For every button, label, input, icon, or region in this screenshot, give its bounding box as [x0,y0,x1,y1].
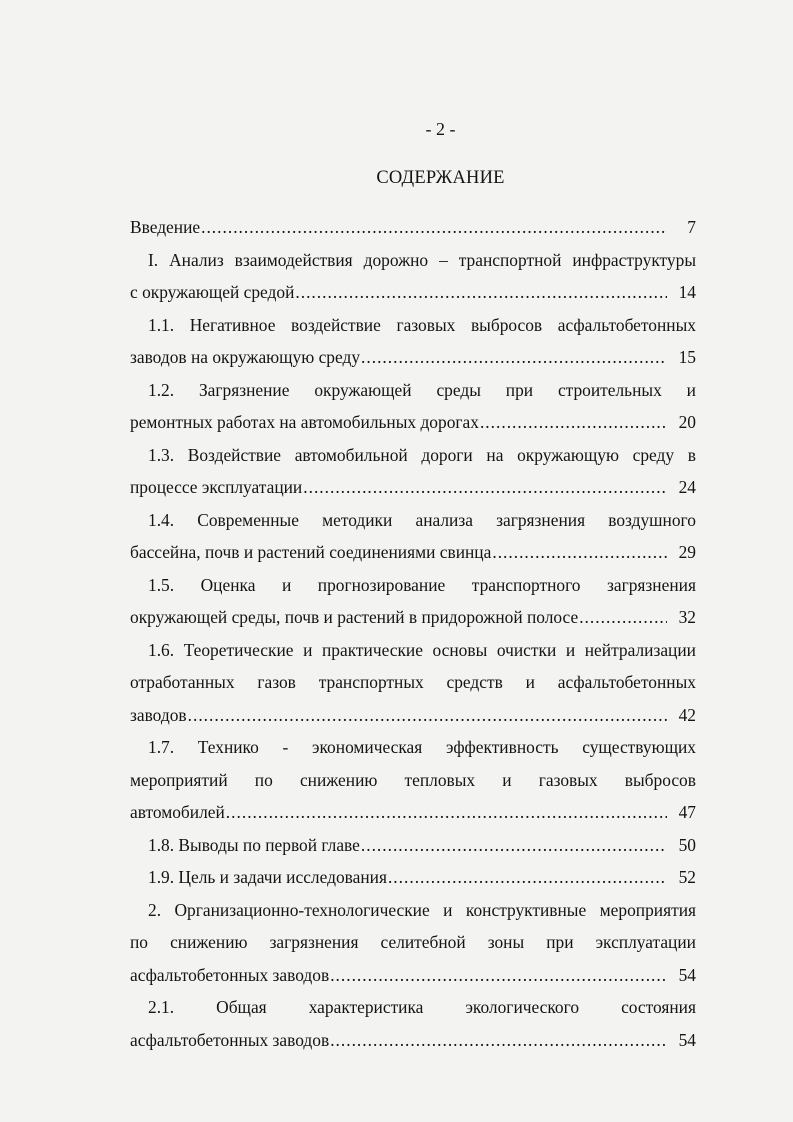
dot-leader [361,341,667,374]
toc-entry-text: 1.1. Негативное воздействие газовых выбросов асфальтобетонных [148,314,696,335]
dot-leader [480,406,667,439]
toc-entry-text: 2. Организационно-технологические и конструктивные мероприятия [148,899,696,920]
toc-entry [130,991,696,1056]
toc-entry [130,309,696,374]
toc-entry-text: заводов на окружающую среду [130,347,361,367]
toc-entry [130,504,696,569]
dot-leader [188,699,667,732]
toc-entry [130,374,696,439]
toc-entry [130,211,696,244]
toc-entry-text: окружающей среды, почв и растений в придорожной полосе [130,607,579,627]
dot-leader [330,1024,667,1057]
toc-entry-text: 1.5. Оценка и прогнозирование транспортного загрязнения [148,574,696,595]
toc-page-number: 20 [678,412,696,432]
toc-entry-text: процессе эксплуатации [130,477,303,497]
toc-entry [130,244,696,309]
dot-leader [295,276,667,309]
toc-page-number: 32 [678,607,696,627]
toc-entry [130,894,696,992]
toc-page-number: 47 [678,802,696,822]
toc-entry-text: 1.3. Воздействие автомобильной дороги на окружающую среду в [148,444,696,465]
toc-entry-text: I. Анализ взаимодействия дорожно – транспортной инфраструктуры [148,249,696,270]
toc-entry-text: отработанных газов транспортных средств и асфальтобетонных [130,672,696,692]
toc-entry-text: асфальтобетонных заводов [130,964,330,985]
dot-leader [388,861,667,894]
dot-leader [361,829,667,862]
toc-page-number: 42 [678,704,696,725]
toc-page-number: 54 [678,1029,696,1050]
dot-leader [303,471,667,504]
toc-entry-text: 1.7. Технико - экономическая эффективность существующих [148,737,696,757]
dot-leader [579,601,667,634]
toc-page-number: 50 [678,834,696,855]
toc-entry-text: с окружающей средой [130,282,295,302]
toc-entry-text: мероприятий по снижению тепловых и газовых выбросов [130,769,696,790]
toc-page-number: 7 [687,217,696,237]
toc-entry-text: бассейна, почв и растений соединениями свинца [130,542,492,562]
dot-leader [226,796,667,829]
dot-leader [330,959,667,992]
toc-page-number: 29 [678,542,696,562]
dot-leader [201,211,667,244]
toc-entry-text: Введение [130,217,201,237]
toc-entry [130,731,696,829]
toc-page-number: 52 [678,867,696,887]
toc-entry-text: автомобилей [130,802,225,822]
toc-entry-text: заводов [130,704,187,725]
toc-entry-text: ремонтных работах на автомобильных дорогах [130,412,479,432]
toc-entry-text: 1.4. Современные методики анализа загрязнения воздушного [148,509,696,530]
toc-entry-text: 1.2. Загрязнение окружающей среды при строительных и [148,379,696,400]
toc-entry [130,861,696,894]
toc-entry-text: 1.9. Цель и задачи исследования [148,867,387,887]
toc-entry [130,439,696,504]
toc-entry [130,829,696,862]
toc-page-number: 24 [678,477,696,497]
dot-leader [492,536,667,569]
table-of-contents [130,211,696,1056]
toc-entry-text: по снижению загрязнения селитебной зоны при эксплуатации [130,932,696,952]
toc-entry-text: 2.1. Общая характеристика экологического состояния [148,997,696,1017]
toc-page-number: 14 [678,282,696,302]
toc-entry-text: 1.8. Выводы по первой главе [148,834,360,855]
toc-page-number: 54 [678,964,696,985]
toc-entry-text: 1.6. Теоретические и практические основы очистки и нейтрализации [148,639,696,660]
toc-entry-text: асфальтобетонных заводов [130,1029,330,1050]
toc-page-number: 15 [678,347,696,367]
toc-entry [130,569,696,634]
page-title: СОДЕРЖАНИЕ [376,168,505,188]
toc-entry [130,634,696,732]
page-number: - 2 - [425,119,456,139]
